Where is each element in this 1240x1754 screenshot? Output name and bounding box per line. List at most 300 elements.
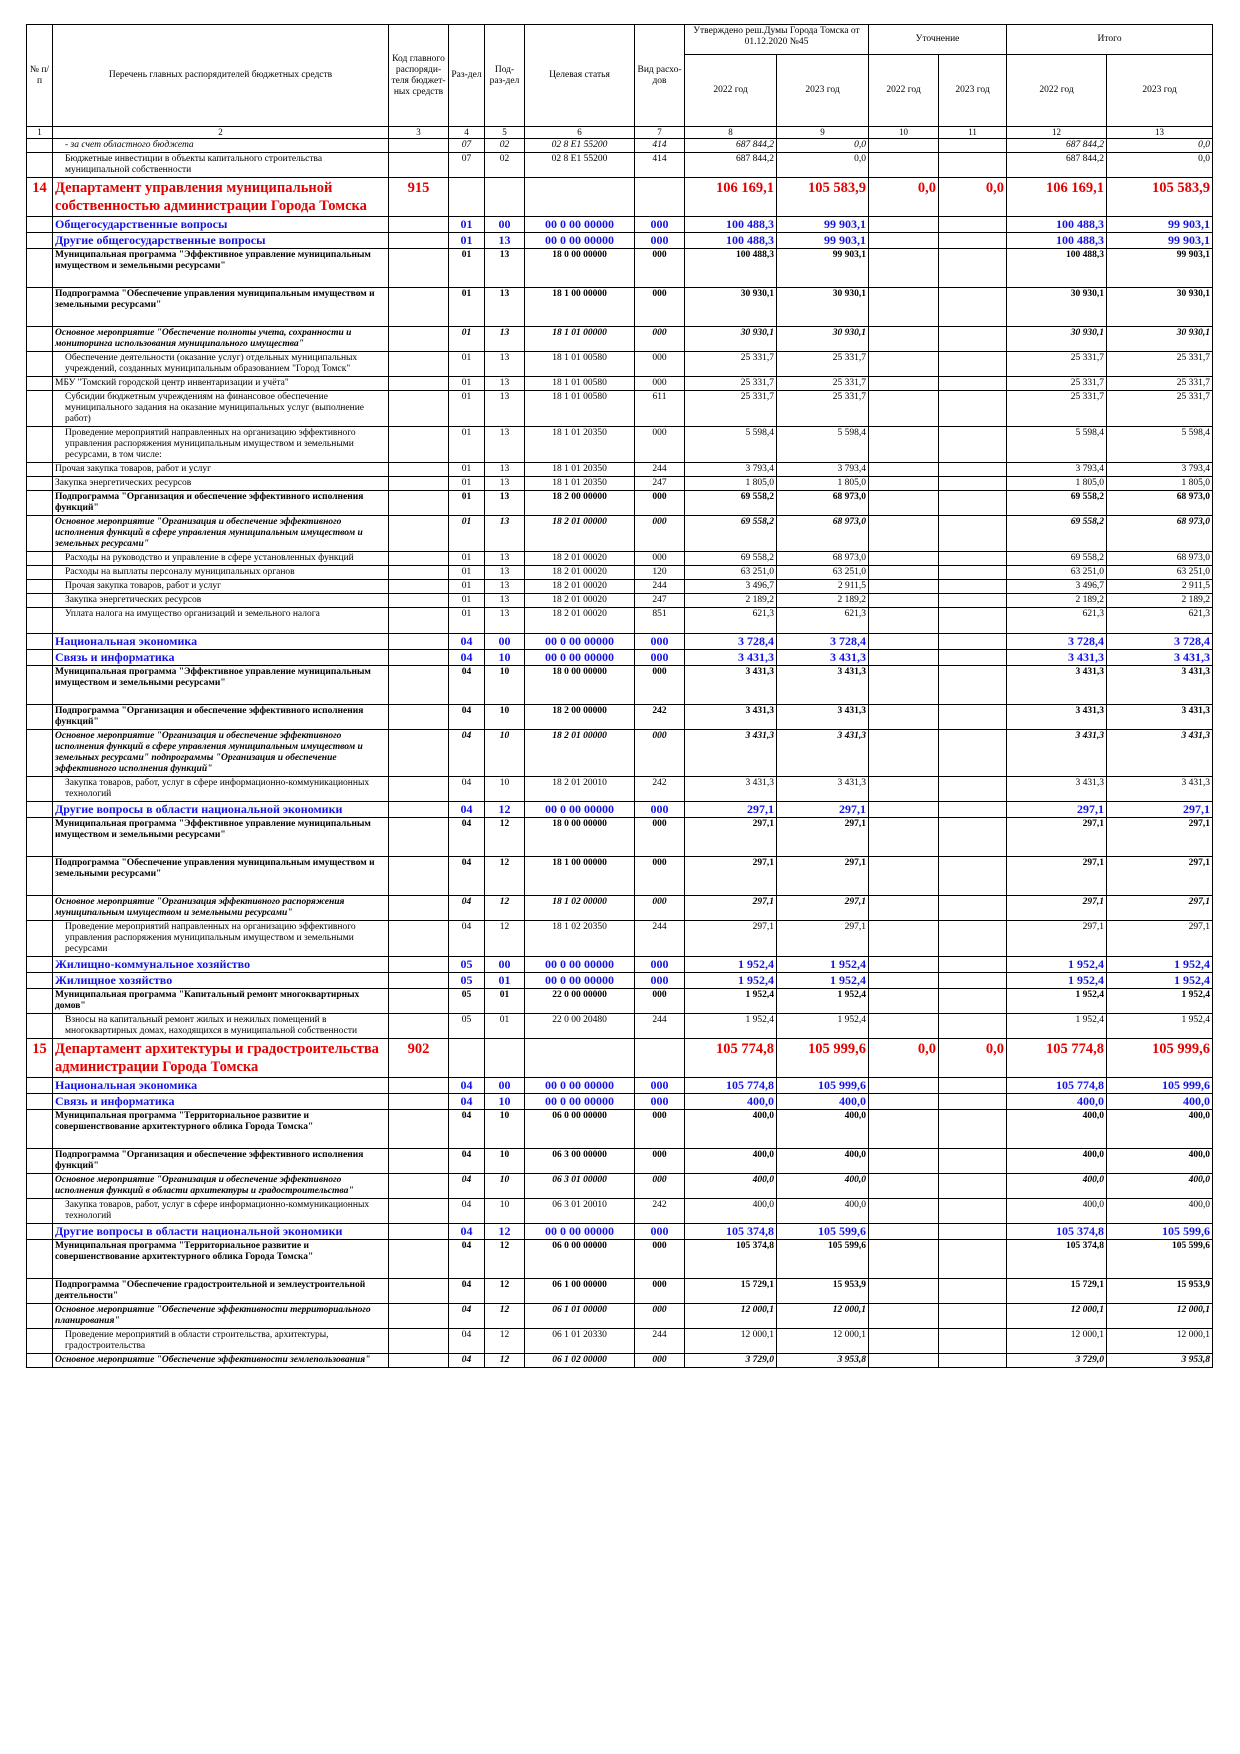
row-celevaya: 06 0 00 00000 bbox=[525, 1110, 635, 1149]
row-clarification-2022 bbox=[869, 666, 939, 705]
row-clarification-2022: 0,0 bbox=[869, 178, 939, 217]
row-podrazdel: 13 bbox=[485, 249, 525, 288]
row-podrazdel: 12 bbox=[485, 1329, 525, 1354]
row-code bbox=[389, 1078, 449, 1094]
row-approved-2022: 3 496,7 bbox=[685, 580, 777, 594]
row-vid: 000 bbox=[635, 217, 685, 233]
row-total-2022: 1 952,4 bbox=[1007, 957, 1107, 973]
row-name: Департамент архитектуры и градостроительства администрации Города Томска bbox=[53, 1039, 389, 1078]
row-number bbox=[27, 818, 53, 857]
row-code bbox=[389, 1199, 449, 1224]
row-code bbox=[389, 1354, 449, 1368]
section-row bbox=[27, 973, 1213, 989]
row-total-2023: 3 431,3 bbox=[1107, 650, 1213, 666]
row-clarification-2023 bbox=[939, 857, 1007, 896]
table-row bbox=[27, 427, 1213, 463]
row-clarification-2023 bbox=[939, 1329, 1007, 1354]
row-razdel: 04 bbox=[449, 634, 485, 650]
row-total-2022: 15 729,1 bbox=[1007, 1279, 1107, 1304]
row-celevaya: 18 1 00 00000 bbox=[525, 857, 635, 896]
row-total-2023: 3 431,3 bbox=[1107, 777, 1213, 802]
row-name: Национальная экономика bbox=[53, 634, 389, 650]
row-total-2023: 12 000,1 bbox=[1107, 1304, 1213, 1329]
row-razdel: 04 bbox=[449, 1224, 485, 1240]
row-code bbox=[389, 1224, 449, 1240]
row-approved-2022: 3 793,4 bbox=[685, 463, 777, 477]
row-total-2023: 297,1 bbox=[1107, 818, 1213, 857]
row-total-2022: 106 169,1 bbox=[1007, 178, 1107, 217]
row-approved-2022: 25 331,7 bbox=[685, 391, 777, 427]
row-razdel: 01 bbox=[449, 516, 485, 552]
row-total-2022: 1 952,4 bbox=[1007, 989, 1107, 1014]
row-code bbox=[389, 921, 449, 957]
row-podrazdel: 13 bbox=[485, 594, 525, 608]
row-approved-2022: 105 374,8 bbox=[685, 1240, 777, 1279]
row-podrazdel: 12 bbox=[485, 802, 525, 818]
section-row bbox=[27, 233, 1213, 249]
row-total-2023: 99 903,1 bbox=[1107, 249, 1213, 288]
column-number: 7 bbox=[635, 127, 685, 139]
row-razdel: 04 bbox=[449, 1149, 485, 1174]
row-approved-2022: 1 952,4 bbox=[685, 957, 777, 973]
row-podrazdel: 10 bbox=[485, 705, 525, 730]
row-approved-2023: 400,0 bbox=[777, 1199, 869, 1224]
row-clarification-2022 bbox=[869, 552, 939, 566]
row-name: Основное мероприятие "Организация и обеспечение эффективного исполнения функций в сфере управления муниципальным имуществом и земельных ресурсами" bbox=[53, 516, 389, 552]
row-vid: 000 bbox=[635, 552, 685, 566]
row-total-2022: 3 793,4 bbox=[1007, 463, 1107, 477]
row-total-2022: 30 930,1 bbox=[1007, 288, 1107, 327]
row-total-2022: 400,0 bbox=[1007, 1094, 1107, 1110]
row-name: Жилищно-коммунальное хозяйство bbox=[53, 957, 389, 973]
row-name: Муниципальная программа "Эффективное управление муниципальным имуществом и земельными ресурсами" bbox=[53, 666, 389, 705]
row-number bbox=[27, 896, 53, 921]
row-approved-2023: 63 251,0 bbox=[777, 566, 869, 580]
row-clarification-2023 bbox=[939, 566, 1007, 580]
row-code bbox=[389, 1014, 449, 1039]
row-celevaya: 18 0 00 00000 bbox=[525, 666, 635, 705]
row-approved-2023: 105 599,6 bbox=[777, 1240, 869, 1279]
row-razdel: 04 bbox=[449, 1110, 485, 1149]
row-vid: 000 bbox=[635, 973, 685, 989]
row-code bbox=[389, 327, 449, 352]
row-total-2023: 400,0 bbox=[1107, 1110, 1213, 1149]
row-razdel: 04 bbox=[449, 1078, 485, 1094]
row-total-2022: 297,1 bbox=[1007, 857, 1107, 896]
column-number: 9 bbox=[777, 127, 869, 139]
row-name: Подпрограмма "Организация и обеспечение эффективного исполнения функций" bbox=[53, 705, 389, 730]
row-approved-2023: 621,3 bbox=[777, 608, 869, 634]
row-vid: 000 bbox=[635, 634, 685, 650]
row-approved-2022: 400,0 bbox=[685, 1174, 777, 1199]
row-razdel: 01 bbox=[449, 377, 485, 391]
row-razdel: 05 bbox=[449, 989, 485, 1014]
row-podrazdel: 13 bbox=[485, 463, 525, 477]
row-code bbox=[389, 957, 449, 973]
table-row bbox=[27, 139, 1213, 153]
row-number bbox=[27, 1078, 53, 1094]
row-name: Закупка товаров, работ, услуг в сфере информационно-коммуникационных технологий bbox=[53, 777, 389, 802]
row-total-2022: 3 431,3 bbox=[1007, 650, 1107, 666]
row-vid: 000 bbox=[635, 818, 685, 857]
row-clarification-2022 bbox=[869, 634, 939, 650]
row-approved-2023: 297,1 bbox=[777, 802, 869, 818]
row-razdel: 04 bbox=[449, 1304, 485, 1329]
row-approved-2023: 297,1 bbox=[777, 896, 869, 921]
row-name: Субсидии бюджетным учреждениям на финансовое обеспечение муниципального задания на оказание муниципальных услуг (выполнение работ) bbox=[53, 391, 389, 427]
row-clarification-2023 bbox=[939, 377, 1007, 391]
row-podrazdel: 00 bbox=[485, 1078, 525, 1094]
row-code bbox=[389, 666, 449, 705]
row-celevaya: 18 1 01 00580 bbox=[525, 352, 635, 377]
row-code bbox=[389, 973, 449, 989]
row-approved-2023: 105 999,6 bbox=[777, 1078, 869, 1094]
row-podrazdel: 12 bbox=[485, 896, 525, 921]
row-clarification-2022 bbox=[869, 1078, 939, 1094]
row-code bbox=[389, 463, 449, 477]
header-year: 2023 год bbox=[1107, 55, 1213, 127]
table-row bbox=[27, 391, 1213, 427]
row-vid: 000 bbox=[635, 957, 685, 973]
row-clarification-2022 bbox=[869, 989, 939, 1014]
row-number bbox=[27, 377, 53, 391]
column-number: 3 bbox=[389, 127, 449, 139]
row-podrazdel: 10 bbox=[485, 1174, 525, 1199]
row-number bbox=[27, 1199, 53, 1224]
row-celevaya: 00 0 00 00000 bbox=[525, 650, 635, 666]
table-row bbox=[27, 921, 1213, 957]
row-number bbox=[27, 1329, 53, 1354]
row-total-2023: 30 930,1 bbox=[1107, 288, 1213, 327]
row-celevaya: 18 2 01 00020 bbox=[525, 608, 635, 634]
row-clarification-2022 bbox=[869, 580, 939, 594]
row-podrazdel bbox=[485, 178, 525, 217]
row-razdel: 04 bbox=[449, 730, 485, 777]
row-clarification-2022 bbox=[869, 352, 939, 377]
row-podrazdel: 10 bbox=[485, 1094, 525, 1110]
row-celevaya: 06 0 00 00000 bbox=[525, 1240, 635, 1279]
row-code bbox=[389, 1174, 449, 1199]
row-razdel bbox=[449, 178, 485, 217]
row-celevaya bbox=[525, 1039, 635, 1078]
table-row bbox=[27, 705, 1213, 730]
row-approved-2023: 1 952,4 bbox=[777, 1014, 869, 1039]
row-vid: 851 bbox=[635, 608, 685, 634]
row-total-2022: 1 952,4 bbox=[1007, 1014, 1107, 1039]
row-clarification-2022 bbox=[869, 705, 939, 730]
row-razdel: 01 bbox=[449, 233, 485, 249]
row-approved-2023: 3 728,4 bbox=[777, 634, 869, 650]
table-row bbox=[27, 1354, 1213, 1368]
row-approved-2022: 400,0 bbox=[685, 1094, 777, 1110]
row-vid: 000 bbox=[635, 730, 685, 777]
row-name: Подпрограмма "Обеспечение управления муниципальным имуществом и земельными ресурсами" bbox=[53, 288, 389, 327]
row-podrazdel: 12 bbox=[485, 1240, 525, 1279]
row-number bbox=[27, 802, 53, 818]
row-code bbox=[389, 249, 449, 288]
row-podrazdel: 12 bbox=[485, 857, 525, 896]
row-name: - за счет областного бюджета bbox=[53, 139, 389, 153]
row-celevaya: 18 1 01 20350 bbox=[525, 427, 635, 463]
row-total-2023: 400,0 bbox=[1107, 1094, 1213, 1110]
row-approved-2022: 3 431,3 bbox=[685, 705, 777, 730]
table-row bbox=[27, 777, 1213, 802]
row-approved-2023: 12 000,1 bbox=[777, 1329, 869, 1354]
row-vid: 414 bbox=[635, 139, 685, 153]
row-approved-2023: 15 953,9 bbox=[777, 1279, 869, 1304]
row-razdel: 01 bbox=[449, 552, 485, 566]
row-clarification-2023 bbox=[939, 491, 1007, 516]
row-clarification-2022 bbox=[869, 391, 939, 427]
row-podrazdel: 02 bbox=[485, 139, 525, 153]
row-approved-2022: 297,1 bbox=[685, 921, 777, 957]
table-row bbox=[27, 1149, 1213, 1174]
row-number: 15 bbox=[27, 1039, 53, 1078]
section-row bbox=[27, 634, 1213, 650]
row-podrazdel: 13 bbox=[485, 477, 525, 491]
row-clarification-2023 bbox=[939, 427, 1007, 463]
row-total-2022: 1 805,0 bbox=[1007, 477, 1107, 491]
row-clarification-2022 bbox=[869, 1304, 939, 1329]
row-name: Прочая закупка товаров, работ и услуг bbox=[53, 580, 389, 594]
row-total-2023: 68 973,0 bbox=[1107, 491, 1213, 516]
row-total-2023: 1 805,0 bbox=[1107, 477, 1213, 491]
row-approved-2022: 400,0 bbox=[685, 1199, 777, 1224]
row-celevaya: 18 2 01 20010 bbox=[525, 777, 635, 802]
row-number bbox=[27, 217, 53, 233]
row-number bbox=[27, 1110, 53, 1149]
row-number bbox=[27, 477, 53, 491]
row-code bbox=[389, 217, 449, 233]
row-name: Закупка энергетических ресурсов bbox=[53, 477, 389, 491]
row-podrazdel: 13 bbox=[485, 516, 525, 552]
row-clarification-2022 bbox=[869, 491, 939, 516]
row-celevaya: 00 0 00 00000 bbox=[525, 233, 635, 249]
row-vid: 247 bbox=[635, 477, 685, 491]
row-total-2022: 400,0 bbox=[1007, 1110, 1107, 1149]
table-row bbox=[27, 477, 1213, 491]
row-clarification-2022 bbox=[869, 1199, 939, 1224]
department-row bbox=[27, 178, 1213, 217]
row-approved-2023: 0,0 bbox=[777, 153, 869, 178]
row-vid: 000 bbox=[635, 1094, 685, 1110]
header-podrazdel: Под-раз-дел bbox=[485, 25, 525, 127]
row-celevaya bbox=[525, 178, 635, 217]
row-approved-2023: 2 911,5 bbox=[777, 580, 869, 594]
row-approved-2023: 400,0 bbox=[777, 1110, 869, 1149]
row-total-2023: 68 973,0 bbox=[1107, 552, 1213, 566]
row-podrazdel: 12 bbox=[485, 1354, 525, 1368]
row-name: Основное мероприятие "Организация и обеспечение эффективного исполнения функций в области архитектуры и градостроительства" bbox=[53, 1174, 389, 1199]
row-number bbox=[27, 153, 53, 178]
column-number: 8 bbox=[685, 127, 777, 139]
row-clarification-2022 bbox=[869, 1329, 939, 1354]
row-clarification-2022 bbox=[869, 377, 939, 391]
row-approved-2023: 25 331,7 bbox=[777, 391, 869, 427]
row-approved-2022: 100 488,3 bbox=[685, 249, 777, 288]
row-approved-2023: 400,0 bbox=[777, 1094, 869, 1110]
row-name: МБУ "Томский городской центр инвентаризации и учёта" bbox=[53, 377, 389, 391]
row-number bbox=[27, 1240, 53, 1279]
row-podrazdel: 10 bbox=[485, 666, 525, 705]
row-clarification-2023 bbox=[939, 352, 1007, 377]
row-approved-2023: 68 973,0 bbox=[777, 491, 869, 516]
column-number: 11 bbox=[939, 127, 1007, 139]
row-total-2023: 3 793,4 bbox=[1107, 463, 1213, 477]
row-razdel: 01 bbox=[449, 288, 485, 327]
row-total-2023: 99 903,1 bbox=[1107, 233, 1213, 249]
row-razdel: 04 bbox=[449, 1329, 485, 1354]
section-row bbox=[27, 650, 1213, 666]
row-clarification-2023 bbox=[939, 802, 1007, 818]
row-number bbox=[27, 594, 53, 608]
row-name: Проведение мероприятий направленных на организацию эффективного управления распоряжения муниципальным имуществом и земельными ресурсами bbox=[53, 921, 389, 957]
row-number bbox=[27, 730, 53, 777]
row-celevaya: 22 0 00 00000 bbox=[525, 989, 635, 1014]
row-razdel: 07 bbox=[449, 153, 485, 178]
header-code: Код главного распоряди-теля бюджет-ных средств bbox=[389, 25, 449, 127]
row-podrazdel: 13 bbox=[485, 391, 525, 427]
row-approved-2023: 68 973,0 bbox=[777, 516, 869, 552]
row-approved-2022: 687 844,2 bbox=[685, 139, 777, 153]
row-clarification-2023 bbox=[939, 1224, 1007, 1240]
row-clarification-2022 bbox=[869, 288, 939, 327]
row-celevaya: 18 2 01 00020 bbox=[525, 580, 635, 594]
row-clarification-2022 bbox=[869, 1014, 939, 1039]
row-vid: 000 bbox=[635, 1354, 685, 1368]
row-celevaya: 18 2 01 00020 bbox=[525, 566, 635, 580]
row-total-2023: 1 952,4 bbox=[1107, 957, 1213, 973]
row-vid: 000 bbox=[635, 427, 685, 463]
row-celevaya: 18 0 00 00000 bbox=[525, 818, 635, 857]
header-razdel: Раз-дел bbox=[449, 25, 485, 127]
row-clarification-2022 bbox=[869, 818, 939, 857]
row-celevaya: 18 1 00 00000 bbox=[525, 288, 635, 327]
row-razdel: 05 bbox=[449, 957, 485, 973]
row-total-2022: 3 729,0 bbox=[1007, 1354, 1107, 1368]
row-clarification-2023 bbox=[939, 777, 1007, 802]
row-clarification-2023 bbox=[939, 666, 1007, 705]
row-celevaya: 18 1 02 00000 bbox=[525, 896, 635, 921]
row-name: Подпрограмма "Организация и обеспечение эффективного исполнения функций" bbox=[53, 1149, 389, 1174]
column-number: 4 bbox=[449, 127, 485, 139]
row-number bbox=[27, 233, 53, 249]
table-row bbox=[27, 491, 1213, 516]
row-razdel: 01 bbox=[449, 491, 485, 516]
row-approved-2022: 687 844,2 bbox=[685, 153, 777, 178]
row-number bbox=[27, 650, 53, 666]
row-approved-2023: 3 431,3 bbox=[777, 777, 869, 802]
row-approved-2023: 3 431,3 bbox=[777, 705, 869, 730]
row-podrazdel: 10 bbox=[485, 777, 525, 802]
row-total-2023: 15 953,9 bbox=[1107, 1279, 1213, 1304]
row-clarification-2023 bbox=[939, 608, 1007, 634]
row-name: Проведение мероприятий в области строительства, архитектуры, градостроительства bbox=[53, 1329, 389, 1354]
row-code bbox=[389, 1094, 449, 1110]
row-approved-2022: 12 000,1 bbox=[685, 1304, 777, 1329]
row-code bbox=[389, 594, 449, 608]
row-approved-2022: 100 488,3 bbox=[685, 233, 777, 249]
row-number bbox=[27, 352, 53, 377]
row-approved-2023: 99 903,1 bbox=[777, 217, 869, 233]
row-approved-2022: 69 558,2 bbox=[685, 491, 777, 516]
row-total-2022: 25 331,7 bbox=[1007, 391, 1107, 427]
row-podrazdel: 10 bbox=[485, 1149, 525, 1174]
row-approved-2022: 100 488,3 bbox=[685, 217, 777, 233]
row-celevaya: 18 2 01 00020 bbox=[525, 552, 635, 566]
row-approved-2022: 5 598,4 bbox=[685, 427, 777, 463]
row-clarification-2023 bbox=[939, 1078, 1007, 1094]
section-row bbox=[27, 957, 1213, 973]
column-number: 2 bbox=[53, 127, 389, 139]
row-code bbox=[389, 650, 449, 666]
row-vid: 244 bbox=[635, 921, 685, 957]
row-name: Проведение мероприятий направленных на организацию эффективного управления распоряжения муниципальным имуществом и земельными ресурсами, в том числе: bbox=[53, 427, 389, 463]
row-razdel: 04 bbox=[449, 1279, 485, 1304]
row-razdel: 01 bbox=[449, 327, 485, 352]
row-podrazdel: 10 bbox=[485, 730, 525, 777]
row-clarification-2022 bbox=[869, 1149, 939, 1174]
table-row bbox=[27, 327, 1213, 352]
header-year: 2022 год bbox=[869, 55, 939, 127]
row-clarification-2023: 0,0 bbox=[939, 178, 1007, 217]
row-clarification-2023 bbox=[939, 477, 1007, 491]
row-clarification-2022 bbox=[869, 921, 939, 957]
row-clarification-2023 bbox=[939, 288, 1007, 327]
row-celevaya: 00 0 00 00000 bbox=[525, 217, 635, 233]
row-number: 14 bbox=[27, 178, 53, 217]
row-total-2022: 687 844,2 bbox=[1007, 153, 1107, 178]
row-total-2022: 105 374,8 bbox=[1007, 1224, 1107, 1240]
row-total-2023: 3 431,3 bbox=[1107, 705, 1213, 730]
row-clarification-2023 bbox=[939, 1304, 1007, 1329]
table-row bbox=[27, 1304, 1213, 1329]
row-clarification-2023 bbox=[939, 896, 1007, 921]
row-number bbox=[27, 1279, 53, 1304]
row-vid: 242 bbox=[635, 777, 685, 802]
row-clarification-2022 bbox=[869, 957, 939, 973]
row-total-2023: 0,0 bbox=[1107, 139, 1213, 153]
table-row bbox=[27, 352, 1213, 377]
row-celevaya: 18 1 01 20350 bbox=[525, 477, 635, 491]
header-celevaya: Целевая статья bbox=[525, 25, 635, 127]
row-approved-2022: 105 374,8 bbox=[685, 1224, 777, 1240]
row-name: Закупка товаров, работ, услуг в сфере информационно-коммуникационных технологий bbox=[53, 1199, 389, 1224]
table-row bbox=[27, 608, 1213, 634]
row-celevaya: 00 0 00 00000 bbox=[525, 634, 635, 650]
row-approved-2022: 3 431,3 bbox=[685, 730, 777, 777]
row-clarification-2022 bbox=[869, 516, 939, 552]
header-approved: Утверждено реш.Думы Города Томска от 01.12.2020 №45 bbox=[685, 25, 869, 55]
row-number bbox=[27, 1354, 53, 1368]
row-vid: 000 bbox=[635, 1279, 685, 1304]
row-podrazdel: 13 bbox=[485, 327, 525, 352]
column-number: 13 bbox=[1107, 127, 1213, 139]
row-number bbox=[27, 666, 53, 705]
row-podrazdel: 13 bbox=[485, 552, 525, 566]
column-numbers-row bbox=[27, 127, 1213, 139]
row-celevaya: 00 0 00 00000 bbox=[525, 957, 635, 973]
table-row bbox=[27, 666, 1213, 705]
row-vid: 242 bbox=[635, 1199, 685, 1224]
row-approved-2023: 1 952,4 bbox=[777, 957, 869, 973]
row-total-2023: 400,0 bbox=[1107, 1149, 1213, 1174]
row-number bbox=[27, 463, 53, 477]
table-row bbox=[27, 1240, 1213, 1279]
row-vid: 000 bbox=[635, 327, 685, 352]
row-name: Другие общегосударственные вопросы bbox=[53, 233, 389, 249]
row-approved-2022: 15 729,1 bbox=[685, 1279, 777, 1304]
